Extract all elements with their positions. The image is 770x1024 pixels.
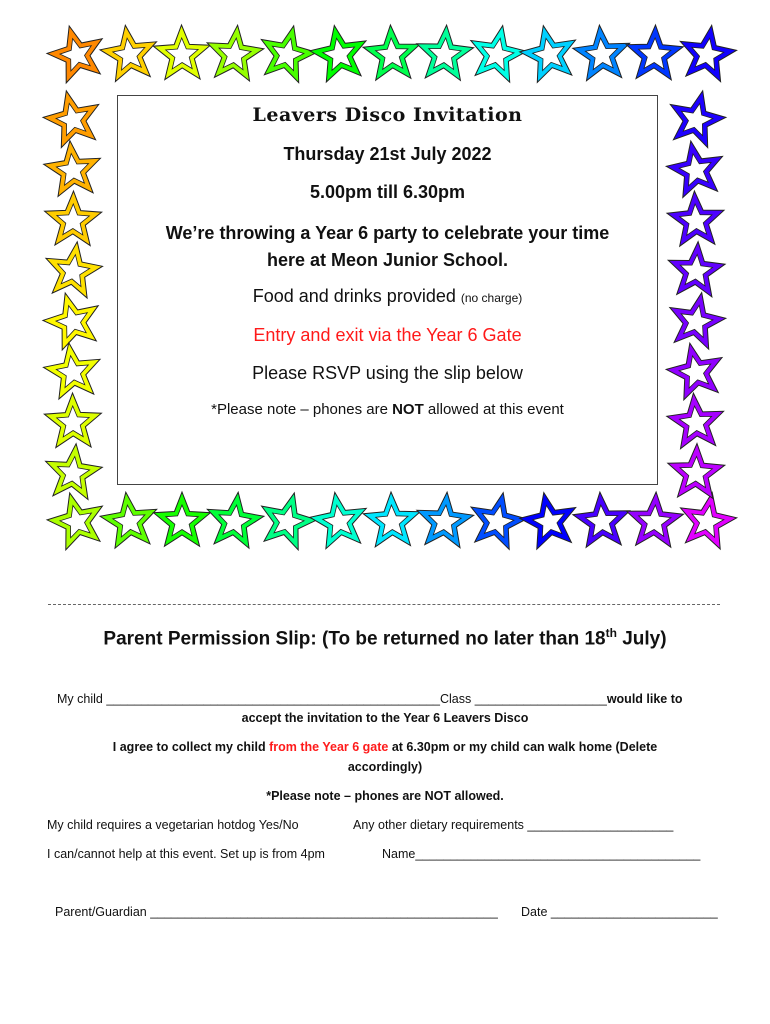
agree-pre: I agree to collect my child <box>112 740 270 754</box>
child-class-line <box>57 692 683 706</box>
food-text: Food and drinks provided <box>252 286 456 306</box>
party-line-1: We’re throwing a Year 6 party to celebrate your time <box>165 223 610 243</box>
dietary-line: Any other dietary requirements _____________________ <box>353 818 674 832</box>
agree-line <box>0 740 770 754</box>
help-line: I can/cannot help at this event. Set up is from 4pm <box>47 847 325 861</box>
invitation-rsvp: Please RSVP using the slip below <box>252 363 523 383</box>
phones-pre: *Please note – phones are <box>211 401 393 418</box>
slip-title-sup: th <box>605 626 617 640</box>
agree-post: at 6.30pm or my child can walk home (Delete <box>388 740 658 754</box>
invitation-title: Leavers Disco Invitation <box>252 104 523 126</box>
party-line-2: here at Meon Junior School. <box>266 250 509 270</box>
would-like-text: would like to <box>606 692 683 706</box>
invitation-box <box>117 95 658 485</box>
slip-title-pre: Parent Permission Slip: (To be returned no later than 18 <box>103 628 606 650</box>
guardian-line: Parent/Guardian __________________________________________________ <box>55 905 498 919</box>
slip-title-post: July) <box>616 628 667 650</box>
agree-red: from the Year 6 gate <box>269 740 389 754</box>
slip-title <box>0 626 770 650</box>
accept-line: accept the invitation to the Year 6 Leavers Disco <box>241 711 529 725</box>
phones-post: allowed at this event <box>423 401 564 418</box>
date-line: Date ________________________ <box>521 905 718 919</box>
phones-note-line: *Please note – phones are NOT allowed. <box>266 789 504 803</box>
name-line: Name_________________________________________ <box>382 847 701 861</box>
cut-line <box>48 604 720 605</box>
invitation-time: 5.00pm till 6.30pm <box>309 182 466 202</box>
accordingly-line: accordingly) <box>347 760 423 774</box>
invitation-entry: Entry and exit via the Year 6 Gate <box>253 325 522 345</box>
food-note: (no charge) <box>460 291 523 305</box>
child-label: My child ________________________________________________Class ___________________ <box>57 692 607 706</box>
phones-bold: NOT <box>392 401 424 418</box>
invitation-phones-note <box>118 401 657 418</box>
invitation-food <box>118 286 657 307</box>
invitation-date: Thursday 21st July 2022 <box>283 144 492 164</box>
vegetarian-line: My child requires a vegetarian hotdog Yes/No <box>47 818 299 832</box>
invitation-party-text <box>118 220 657 274</box>
